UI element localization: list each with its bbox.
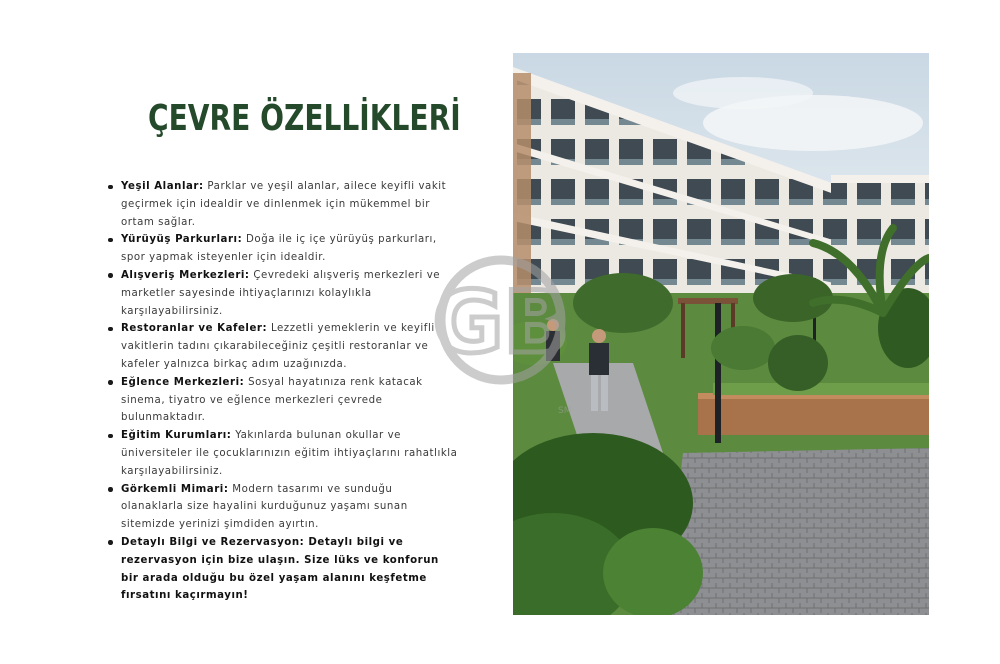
residence-illustration (513, 53, 929, 615)
person (546, 331, 560, 361)
feature-item-gorkemli-mimari (108, 481, 458, 534)
lamp-post (715, 303, 721, 443)
feature-value: Yakınlarda bulunan okullar ve üniversiteler ile çocuklarınızın eğitim ihtiyaçlarını rahatlıkla karşılayabilirsiniz. (121, 430, 458, 477)
feature-item-restoranlar-kafeler (108, 320, 458, 373)
feature-item-eglence-merkezleri (108, 374, 458, 427)
feature-key: Eğlence Merkezleri: (121, 376, 245, 388)
feature-item-yesil-alanlar (108, 178, 458, 231)
feature-item-alisveris-merkezleri (108, 267, 458, 320)
page-title: ÇEVRE ÖZELLİKLERİ (148, 98, 461, 139)
feature-key: Alışveriş Merkezleri: (121, 269, 250, 281)
paved-plaza (663, 448, 929, 615)
feature-value: Detaylı bilgi ve rezervasyon için bize ulaşın. Size lüks ve konforun bir arada olduğu bu özel yaşam alanını keşfetme fırsatını kaçırmayın! (121, 536, 439, 602)
watermark-mark: SM (558, 406, 572, 416)
feature-key: Yürüyüş Parkurları: (121, 234, 243, 246)
feature-key: Eğitim Kurumları: (121, 430, 232, 442)
feature-value: Parklar ve yeşil alanlar, ailece keyifli vakit geçirmek için idealdir ve dinlenmek için mükemmel bir ortam sağlar. (121, 181, 447, 228)
feature-key: Yeşil Alanlar: (121, 181, 204, 192)
feature-item-egitim-kurumlari (108, 427, 458, 480)
feature-item-detayli-bilgi (108, 534, 458, 605)
feature-value: Sosyal hayatınıza renk katacak sinema, tiyatro ve eğlence merkezleri çevrede bulunmaktadır. (121, 376, 423, 424)
feature-key: Detaylı Bilgi ve Rezervasyon: (121, 536, 305, 548)
feature-key: Restoranlar ve Kafeler: (121, 323, 268, 335)
feature-value: Doğa ile iç içe yürüyüş parkurları, spor yapmak isteyenler için idealdir. (121, 234, 437, 264)
watermark-letters: GB (432, 273, 570, 373)
person (589, 343, 609, 375)
feature-value: Lezzetli yemeklerin ve keyifli vakitlerin tadını çıkarabileceğiniz çeşitli restoranlar ve kafeler yalnızca birkaç adım uzağınızda. (121, 323, 435, 370)
feature-value: Çevredeki alışveriş merkezleri ve marketler sayesinde ihtiyaçlarınızı kolaylıkla karşılayabilirsiniz. (121, 269, 441, 317)
residence-photo (513, 53, 929, 615)
wooden-planter (698, 393, 929, 435)
feature-item-yuruyus-parkurlari (108, 231, 458, 267)
feature-key: Görkemli Mimari: (121, 483, 229, 495)
feature-value: Modern tasarımı ve sunduğu olanaklarla size hayalini kurduğunuz yaşamı sunan sitemizde yerinizi şimdiden ayırtın. (121, 483, 408, 531)
feature-list (108, 178, 458, 605)
